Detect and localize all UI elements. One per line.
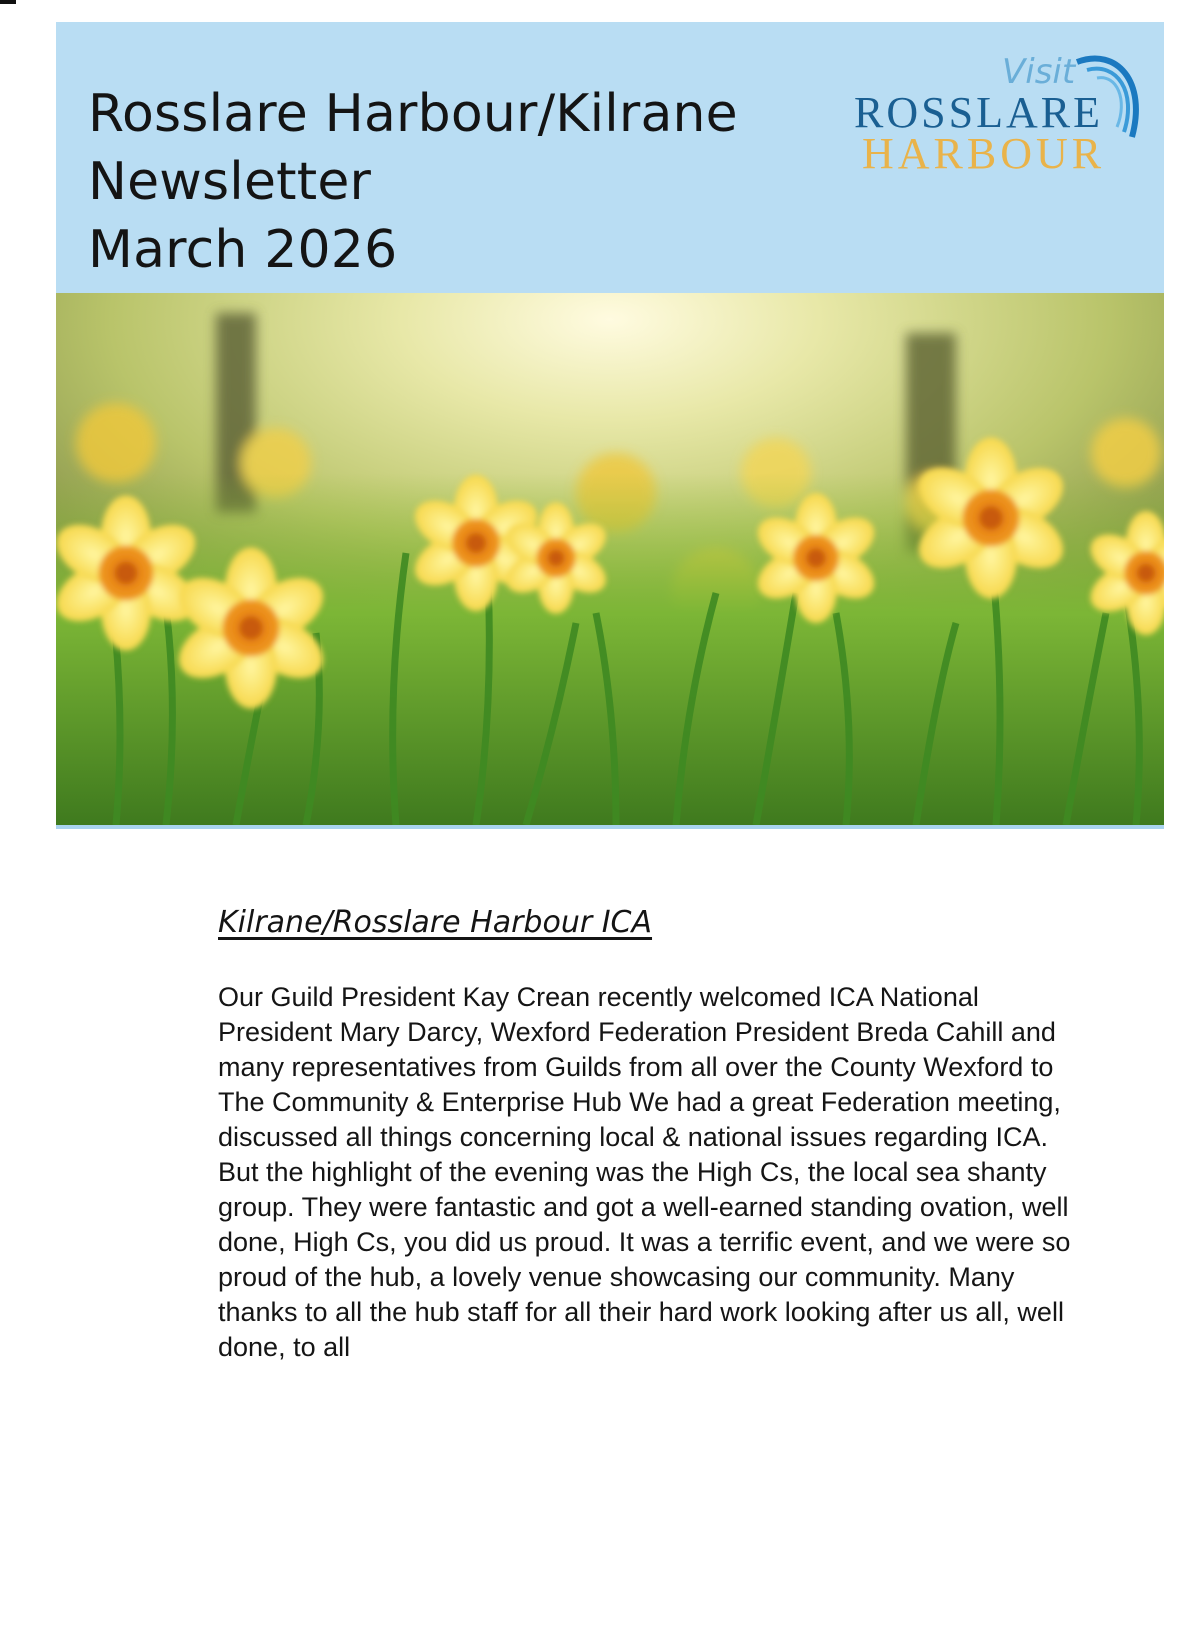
title-line-2: Newsletter xyxy=(88,152,372,212)
article-body xyxy=(218,980,1078,1365)
hero-bottom-border xyxy=(56,825,1164,829)
header-banner xyxy=(56,22,1164,296)
logo-visit-text: Visit xyxy=(1002,52,1076,92)
logo-harbour-text: HARBOUR xyxy=(862,129,1106,178)
article-title: Kilrane/Rosslare Harbour ICA xyxy=(218,905,653,940)
visit-rosslare-harbour-logo xyxy=(852,32,1152,182)
title-line-3: March 2026 xyxy=(88,220,398,280)
newsletter-title xyxy=(88,80,738,284)
ica-article xyxy=(218,905,1078,1365)
title-line-1: Rosslare Harbour/Kilrane xyxy=(88,84,738,144)
article-paragraph: Our Guild President Kay Crean recently welcomed ICA National President Mary Darcy, Wexford Federation President Breda Cahill and many representatives from Guilds from all over the County Wexford to The Community & Enterprise Hub We had a great Federation meeting, discussed all things concerning local & national issues regarding ICA. xyxy=(218,982,1061,1152)
daffodils-illustration xyxy=(56,293,1164,825)
article-paragraph: But the highlight of the evening was the High Cs, the local sea shanty group. They were fantastic and got a well-earned standing ovation, well done, High Cs, you did us proud. It was a terrific event, and we were so proud of the hub, a lovely venue showcasing our community. Many thanks to all the hub staff for all their hard work looking after us all, well done, to all xyxy=(218,1157,1071,1362)
logo-rosslare-text: ROSSLARE xyxy=(854,88,1103,137)
scan-corner-mark xyxy=(0,0,16,4)
daffodils-photo xyxy=(56,293,1164,825)
